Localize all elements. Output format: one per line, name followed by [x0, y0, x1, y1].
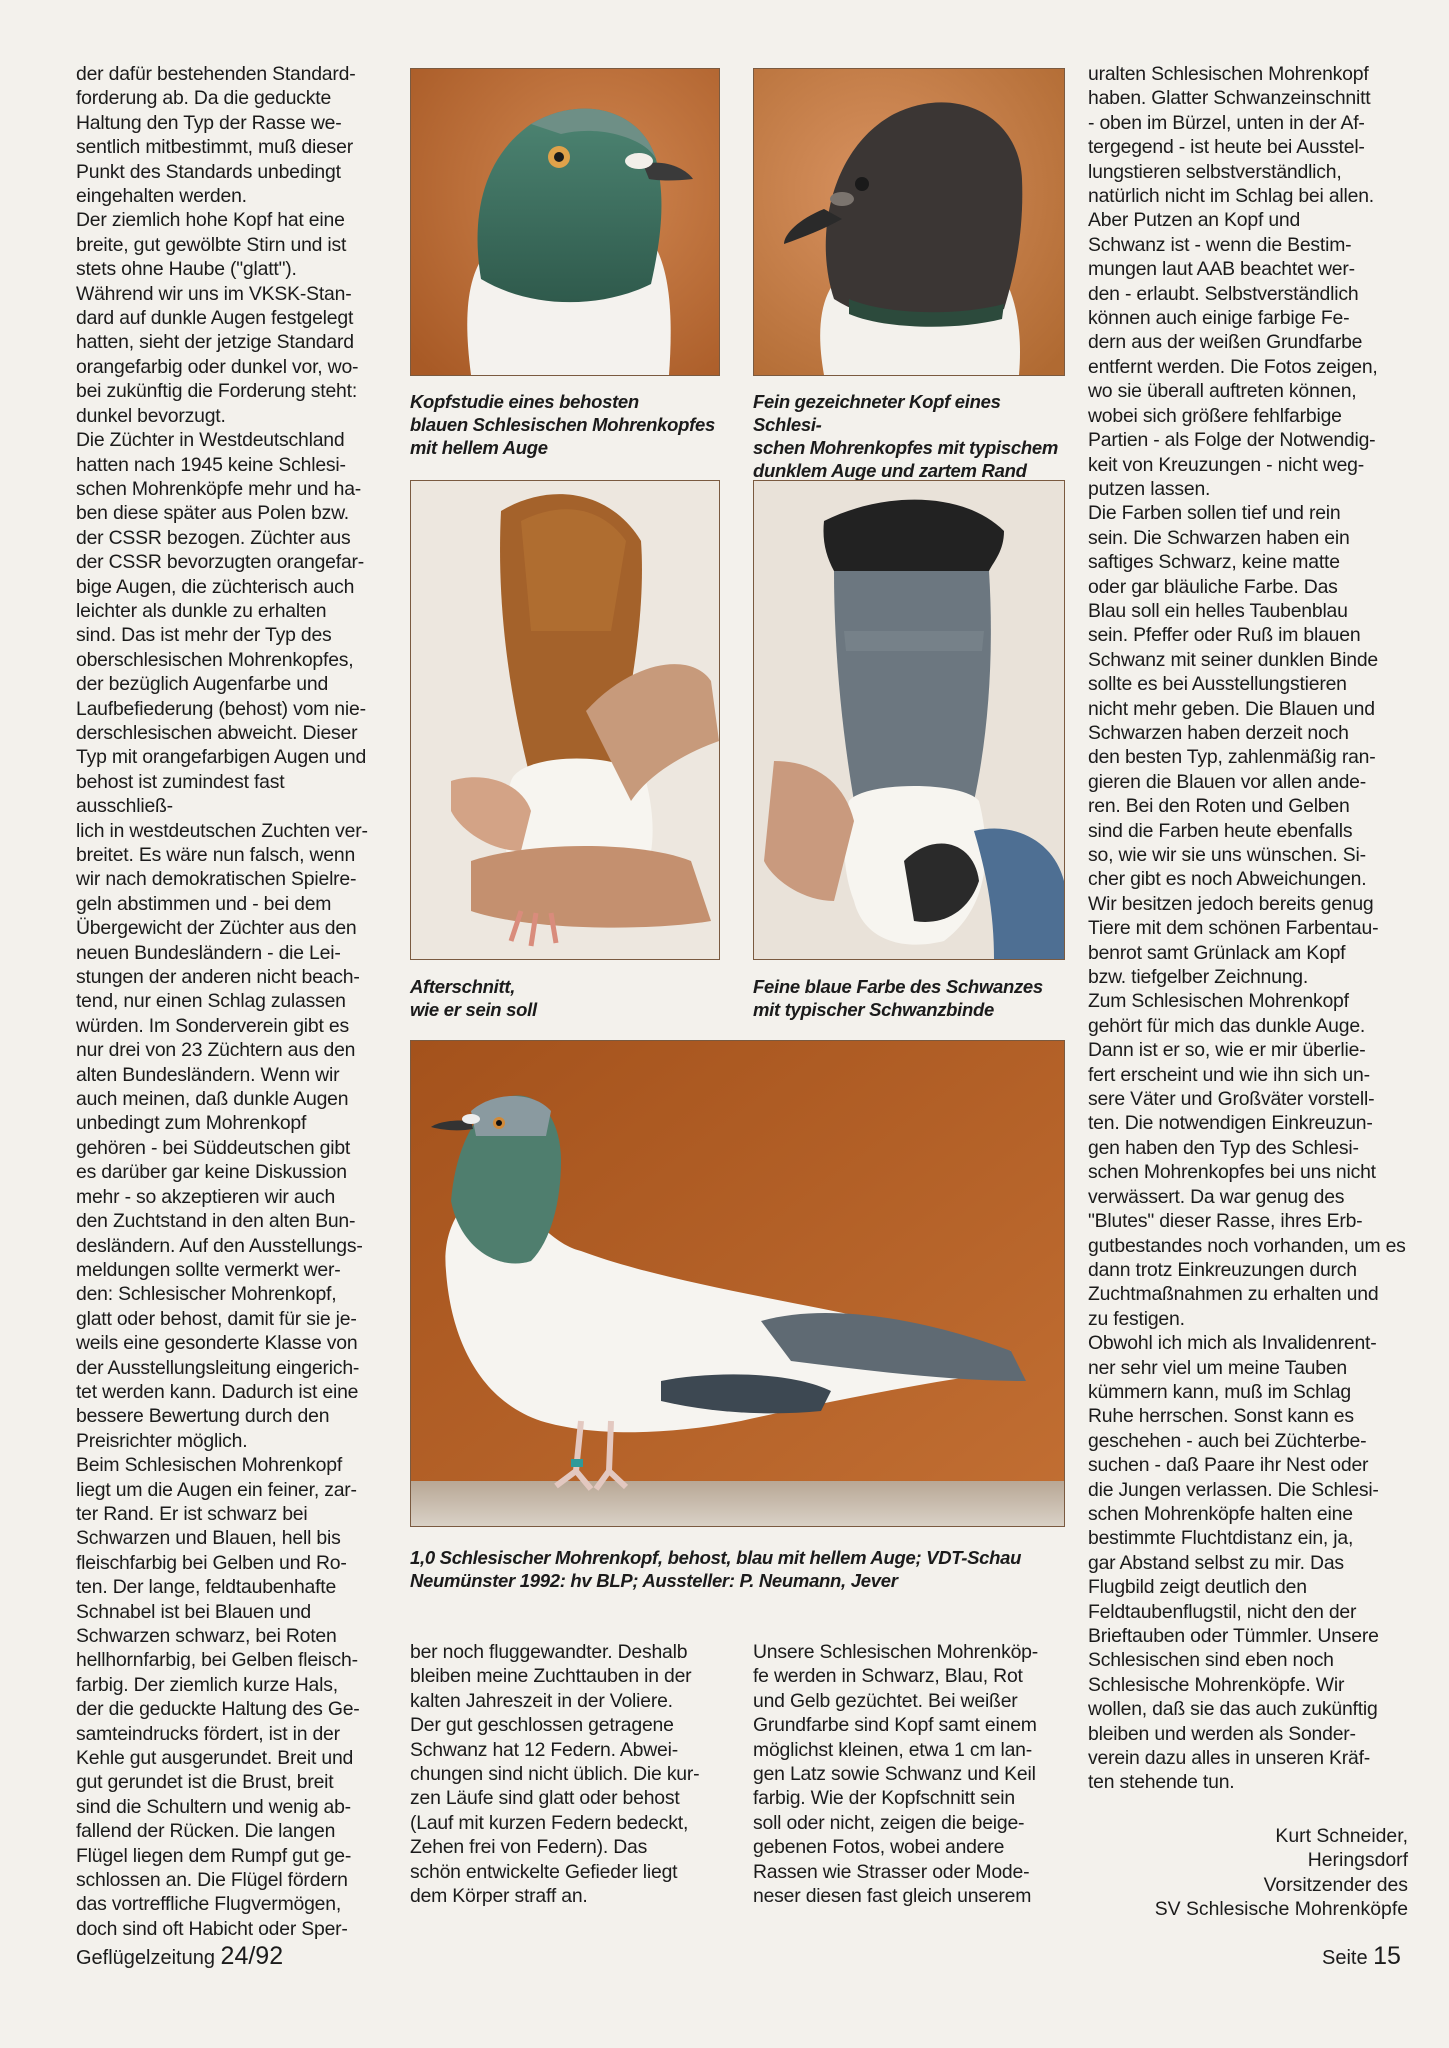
caption-photo-blue-head: Kopfstudie eines behosten blauen Schlesischen Mohrenkopfes mit hellem Auge [410, 391, 715, 458]
photo-dark-head [753, 68, 1065, 376]
footer-issue: 24/92 [220, 1942, 284, 1970]
article-column-2: ber noch fluggewandter. Deshalb bleiben meine Zuchttauben in der kalten Jahreszeit in der Voliere. Der gut geschlossen getragene Schwanz hat 12 Federn. Abwei- chungen sind nicht üblich. Die kur- zen Läufe sind glatt oder behost (Lauf mit kurzen Federn bedeckt, Zehen frei von Federn). Das schön entwickelte Gefieder liegt dem Körper straff an. [410, 1641, 700, 1908]
photo-brown-tail [410, 480, 720, 960]
photo-blue-tail-image [754, 481, 1064, 959]
photo-brown-tail-image [411, 481, 719, 959]
caption-photo-brown-tail: Afterschnitt, wie er sein soll [410, 976, 537, 1020]
footer-page-label: Seite [1322, 1947, 1368, 1969]
signature-line-role: Vorsitzender des [1263, 1873, 1408, 1896]
caption-photo-dark-head: Fein gezeichneter Kopf eines Schlesi- schen Mohrenkopfes mit typischem dunklem Auge und zartem Rand [753, 391, 1058, 481]
photo-full-bird [410, 1040, 1065, 1527]
footer-right [1322, 1942, 1401, 1971]
photo-full-bird-image [411, 1041, 1064, 1526]
photo-dark-head-image [754, 69, 1064, 375]
article-column-4: uralten Schlesischen Mohrenkopf haben. Glatter Schwanzeinschnitt - oben im Bürzel, unten in der Af- tergegend - ist heute bei Ausstel- lungstieren selbstverständlich, natürlich nicht im Schlag bei allen. Aber Putzen an Kopf und Schwanz ist - wenn die Bestim- mungen laut AAB beachtet wer- den - erlaubt. Selbstverständlich können auch einige farbige Fe- dern aus der weißen Grundfarbe entfernt werden. Die Fotos zeigen, wo sie überall auftreten können, wobei sich größere fehlfarbige Partien - als Folge der Notwendig- keit von Kreuzungen - nicht weg- putzen lassen. Die Farben sollen tief und rein sein. Die Schwarzen haben ein saftiges Schwarz, keine matte oder gar bläuliche Farbe. Das Blau soll ein helles Taubenblau sein. Pfeffer oder Ruß im blauen Schwanz mit seiner dunklen Binde sollte es bei Ausstellungstieren nicht mehr geben. Die Blauen und Schwarzen haben derzeit noch den besten Typ, zahlenmäßig ran- gieren die Blauen vor allen ande- ren. Bei den Roten und Gelben sind die Farben heute ebenfalls so, wie wir sie uns wünschen. Si- cher gibt es noch Abweichungen. Wir besitzen jedoch bereits genug Tiere mit dem schönen Farbentau- benrot samt Grünlack am Kopf bzw. tiefgelber Zeichnung. Zum Schlesischen Mohrenkopf gehört für mich das dunkle Auge. Dann ist er so, wie er mir überlie- fert erscheint und wie ihn sich un- sere Väter und Großväter vorstell- ten. Die notwendigen Einkreuzun- gen haben den Typ des Schlesi- schen Mohrenkopfes bei uns nicht verwässert. Da war genug des "Blutes" dieser Rasse, ihres Erb- gutbestandes noch vorhanden, um es dann trotz Einkreuzungen durch Zuchtmaßnahmen zu erhalten und zu festigen. Obwohl ich mich als Invalidenrent- ner sehr viel um meine Tauben kümmern kann, muß im Schlag Ruhe herrschen. Sonst kann es geschehen - auch bei Züchterbe- suchen - daß Paare ihr Nest oder die Jungen verlassen. Die Schlesi- schen Mohrenköpfe halten eine bestimmte Fluchtdistanz ein, ja, gar Abstand selbst zu mir. Das Flugbild zeigt deutlich den Feldtaubenflugstil, nicht den der Brieftauben oder Tümmler. Unsere Schlesischen sind eben noch Schlesische Mohrenköpfe. Wir wollen, daß sie das auch zukünftig bleiben und werden als Sonder- verein dazu alles in unseren Kräf- ten stehende tun. [1088, 63, 1406, 1794]
author-signature [1088, 1824, 1408, 1922]
photo-blue-head [410, 68, 720, 376]
article-column-3: Unsere Schlesischen Mohrenköp- fe werden in Schwarz, Blau, Rot und Gelb gezüchtet. Bei weißer Grundfarbe sind Kopf samt einem möglichst kleinen, etwa 1 cm lan- gen Latz sowie Schwanz und Keil farbig. Wie der Kopfschnitt sein soll oder nicht, zeigen die beige- gebenen Fotos, wobei andere Rassen wie Strasser oder Mode- neser diesen fast gleich unserem [753, 1641, 1039, 1908]
caption-photo-blue-tail: Feine blaue Farbe des Schwanzes mit typischer Schwanzbinde [753, 976, 1043, 1020]
footer-publication: Geflügelzeitung [76, 1947, 215, 1969]
signature-line-name: Kurt Schneider, [1275, 1825, 1408, 1847]
photo-blue-tail [753, 480, 1065, 960]
caption-photo-full-bird: 1,0 Schlesischer Mohrenkopf, behost, blau mit hellem Auge; VDT-Schau Neumünster 1992: hv BLP; Aussteller: P. Neumann, Jever [410, 1547, 1022, 1591]
photo-blue-head-image [411, 69, 719, 375]
signature-line-town: Heringsdorf [1307, 1849, 1408, 1872]
article-column-1: der dafür bestehenden Standard- forderung ab. Da die geduckte Haltung den Typ der Rasse we- sentlich mitbestimmt, muß dieser Punkt des Standards unbedingt eingehalten werden. Der ziemlich hohe Kopf hat eine breite, gut gewölbte Stirn und ist stets ohne Haube ("glatt"). Während wir uns im VKSK-Stan- dard auf dunkle Augen festgelegt hatten, sieht der jetzige Standard orangefarbig oder dunkel vor, wo- bei zukünftig die Forderung steht: dunkel bevorzugt. Die Züchter in Westdeutschland hatten nach 1945 keine Schlesi- schen Mohrenköpfe mehr und ha- ben diese später aus Polen bzw. der CSSR bezogen. Züchter aus der CSSR bevorzugten orangefar- bige Augen, die züchterisch auch leichter als dunkle zu erhalten sind. Das ist mehr der Typ des oberschlesischen Mohrenkopfes, der bezüglich Augenfarbe und Laufbefiederung (behost) vom nie- derschlesischen abweicht. Dieser Typ mit orangefarbigen Augen und behost ist zumindest fast ausschließ- lich in westdeutschen Zuchten ver- breitet. Es wäre nun falsch, wenn wir nach demokratischen Spielre- geln abstimmen und - bei dem Übergewicht der Züchter aus den neuen Bundesländern - die Lei- stungen der anderen nicht beach- tend, nur einen Schlag zulassen würden. Im Sonderverein gibt es nur drei von 23 Züchtern aus den alten Bundesländern. Wenn wir auch meinen, daß dunkle Augen unbedingt zum Mohrenkopf gehören - bei Süddeutschen gibt es darüber gar keine Diskussion mehr - so akzeptieren wir auch den Zuchtstand in den alten Bun- desländern. Auf den Ausstellungs- meldungen sollte vermerkt wer- den: Schlesischer Mohrenkopf, glatt oder behost, damit für sie je- weils eine gesonderte Klasse von der Ausstellungsleitung eingerich- tet werden kann. Dadurch ist eine bessere Bewertung durch den Preisrichter möglich. Beim Schlesischen Mohrenkopf liegt um die Augen ein feiner, zar- ter Rand. Er ist schwarz bei Schwarzen und Blauen, hell bis fleischfarbig bei Gelben und Ro- ten. Der lange, feldtaubenhafte Schnabel ist bei Blauen und Schwarzen schwarz, bei Roten hellhornfarbig, bei Gelben fleisch- farbig. Der ziemlich kurze Hals, der die geduckte Haltung des Ge- samteindrucks fördert, ist in der Kehle gut ausgerundet. Breit und gut gerundet ist die Brust, breit sind die Schultern und wenig ab- fallend der Rücken. Die langen Flügel liegen dem Rumpf gut ge- schlossen an. Die Flügel fördern das vortreffliche Flugvermögen, doch sind oft Habicht oder Sper- [76, 63, 368, 1940]
footer-left [76, 1942, 283, 1971]
footer-page-number: 15 [1373, 1942, 1401, 1970]
signature-line-club: SV Schlesische Mohrenköpfe [1154, 1898, 1408, 1921]
